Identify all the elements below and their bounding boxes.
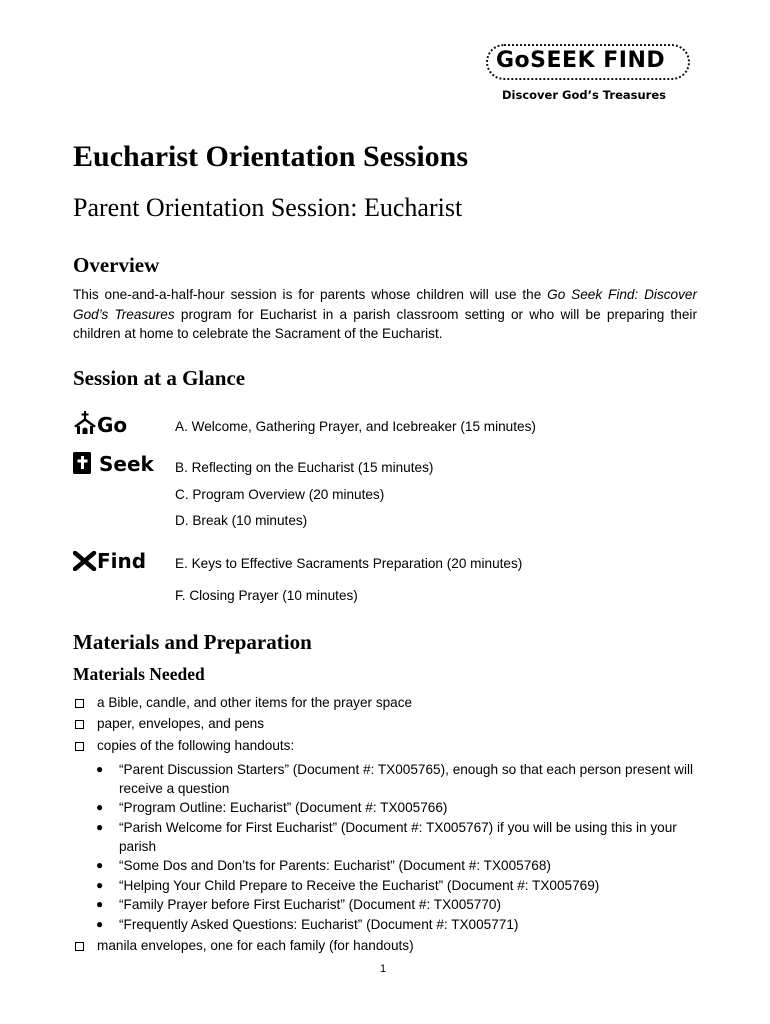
glance-item-e: E. Keys to Effective Sacraments Preparation (20 minutes) bbox=[175, 556, 523, 571]
overview-heading: Overview bbox=[73, 253, 160, 277]
find-label: Find bbox=[73, 549, 146, 573]
materials-subheading: Materials Needed bbox=[73, 664, 205, 684]
checkbox-icon bbox=[75, 720, 84, 729]
handout-item: “Family Prayer before First Eucharist” (Document #: TX005770) bbox=[119, 897, 502, 912]
glance-item-c: C. Program Overview (20 minutes) bbox=[175, 487, 385, 502]
page-title: Eucharist Orientation Sessions bbox=[73, 140, 469, 173]
bullet-icon: ● bbox=[96, 858, 104, 872]
handout-item: “Frequently Asked Questions: Eucharist” (Document #: TX005771) bbox=[119, 917, 519, 932]
glance-item-a: A. Welcome, Gathering Prayer, and Icebreaker (15 minutes) bbox=[175, 419, 536, 434]
material-item: copies of the following handouts: bbox=[97, 738, 295, 753]
go-label: Go bbox=[73, 411, 127, 437]
church-icon bbox=[73, 411, 97, 435]
bullet-icon: ● bbox=[96, 917, 104, 931]
materials-heading: Materials and Preparation bbox=[73, 630, 312, 654]
handout-item: “Helping Your Child Prepare to Receive the Eucharist” (Document #: TX005769) bbox=[119, 878, 600, 893]
checkbox-icon bbox=[75, 742, 84, 751]
handout-item: “Parish Welcome for First Eucharist” (Document #: TX005767) if you will be using this in your parish bbox=[119, 820, 677, 854]
go-seek-find-logo bbox=[486, 44, 692, 106]
glance-item-b: B. Reflecting on the Eucharist (15 minutes) bbox=[175, 460, 434, 475]
bullet-icon: ● bbox=[96, 878, 104, 892]
checkbox-icon bbox=[75, 942, 84, 951]
logo-tagline: Discover God’s Treasures bbox=[502, 88, 666, 102]
material-item: a Bible, candle, and other items for the prayer space bbox=[97, 695, 413, 710]
bullet-icon: ● bbox=[96, 820, 104, 834]
bible-cross-icon bbox=[73, 452, 93, 474]
program-title: Go Seek Find: Discover God’s Treasures bbox=[73, 287, 697, 322]
seek-label: Seek bbox=[73, 452, 154, 476]
bullet-icon: ● bbox=[96, 762, 104, 776]
handout-item: “Program Outline: Eucharist” (Document #: TX005766) bbox=[119, 800, 448, 815]
bullet-icon: ● bbox=[96, 897, 104, 911]
material-item: paper, envelopes, and pens bbox=[97, 716, 265, 731]
checkbox-icon bbox=[75, 699, 84, 708]
bullet-icon: ● bbox=[96, 800, 104, 814]
overview-paragraph: This one-and-a-half-hour session is for parents whose children will use the Go Seek Find: Discover God’s Treasures program for Eucharist in a parish classroom setting or who will be preparing their children at home to celebrate the Sacrament of the Eucharist. bbox=[73, 287, 697, 341]
logo-wordmark: GoSEEK FIND bbox=[496, 48, 666, 73]
material-item: manila envelopes, one for each family (for handouts) bbox=[97, 938, 414, 953]
x-mark-icon bbox=[73, 551, 97, 571]
glance-heading: Session at a Glance bbox=[73, 366, 246, 390]
page-subtitle: Parent Orientation Session: Eucharist bbox=[73, 193, 463, 222]
page-number: 1 bbox=[380, 963, 387, 975]
handout-item: “Some Dos and Don’ts for Parents: Eucharist” (Document #: TX005768) bbox=[119, 858, 551, 873]
glance-item-f: F. Closing Prayer (10 minutes) bbox=[175, 588, 358, 603]
glance-item-d: D. Break (10 minutes) bbox=[175, 513, 308, 528]
handout-item: “Parent Discussion Starters” (Document #: TX005765), enough so that each person present will receive a question bbox=[119, 762, 694, 796]
